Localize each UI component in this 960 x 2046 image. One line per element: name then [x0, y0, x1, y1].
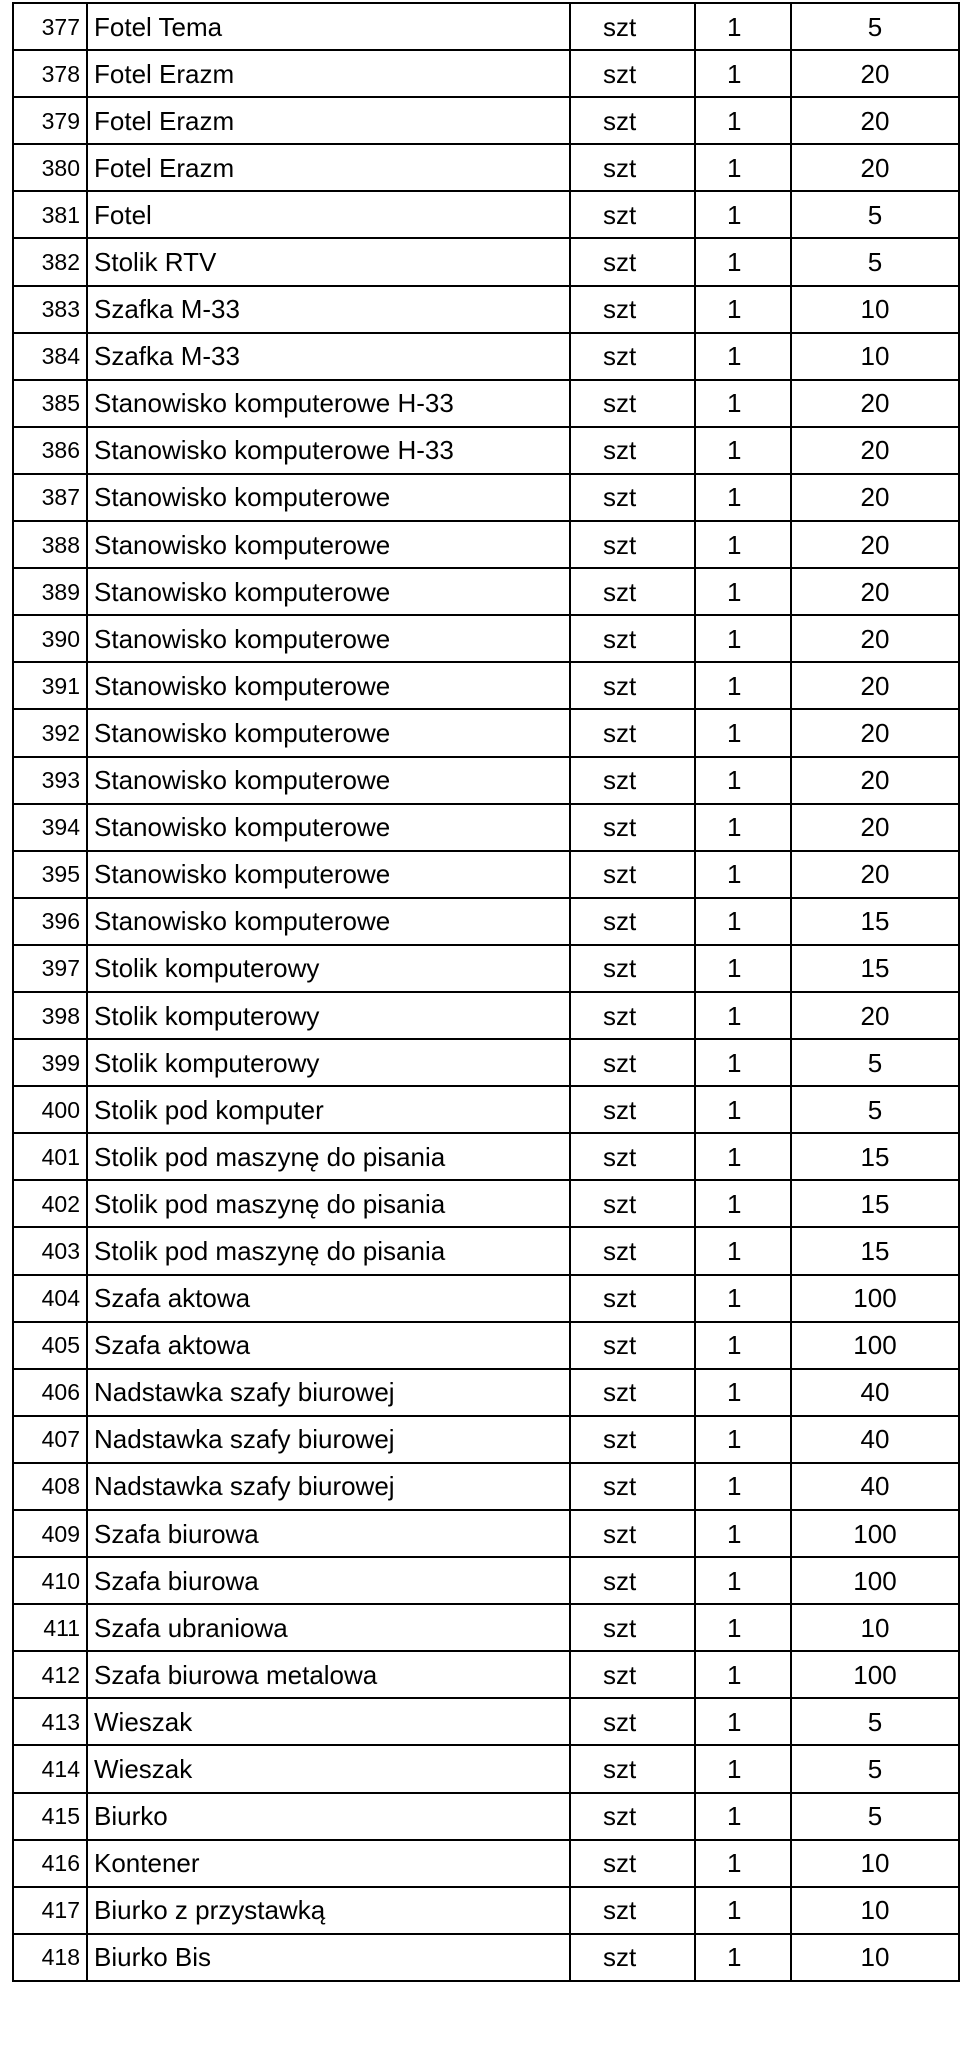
item-name-cell: Fotel Erazm [87, 50, 570, 97]
value-cell: 20 [791, 662, 959, 709]
unit-cell: szt [570, 1557, 695, 1604]
table-row [13, 1793, 959, 1840]
table-row [13, 1275, 959, 1322]
quantity-cell: 1 [695, 1275, 791, 1322]
item-name-cell: Stanowisko komputerowe H-33 [87, 427, 570, 474]
quantity-cell: 1 [695, 898, 791, 945]
unit-cell: szt [570, 1086, 695, 1133]
quantity-cell: 1 [695, 992, 791, 1039]
value-cell: 5 [791, 1039, 959, 1086]
unit-cell: szt [570, 898, 695, 945]
row-number-cell: 381 [13, 191, 87, 238]
row-number-cell: 378 [13, 50, 87, 97]
item-name-cell: Stanowisko komputerowe [87, 709, 570, 756]
item-name-cell: Stanowisko komputerowe [87, 568, 570, 615]
row-number-cell: 418 [13, 1934, 87, 1981]
value-cell: 5 [791, 1745, 959, 1792]
unit-cell: szt [570, 1840, 695, 1887]
item-name-cell: Szafka M-33 [87, 286, 570, 333]
unit-cell: szt [570, 1651, 695, 1698]
quantity-cell: 1 [695, 380, 791, 427]
item-name-cell: Stanowisko komputerowe [87, 898, 570, 945]
unit-cell: szt [570, 1745, 695, 1792]
item-name-cell: Stanowisko komputerowe [87, 615, 570, 662]
unit-cell: szt [570, 615, 695, 662]
item-name-cell: Fotel [87, 191, 570, 238]
value-cell: 20 [791, 144, 959, 191]
table-row [13, 50, 959, 97]
inventory-table [12, 2, 960, 1982]
value-cell: 10 [791, 1604, 959, 1651]
value-cell: 15 [791, 898, 959, 945]
item-name-cell: Nadstawka szafy biurowej [87, 1416, 570, 1463]
unit-cell: szt [570, 1463, 695, 1510]
unit-cell: szt [570, 1416, 695, 1463]
quantity-cell: 1 [695, 804, 791, 851]
value-cell: 100 [791, 1275, 959, 1322]
quantity-cell: 1 [695, 1793, 791, 1840]
quantity-cell: 1 [695, 1510, 791, 1557]
value-cell: 5 [791, 1793, 959, 1840]
value-cell: 40 [791, 1369, 959, 1416]
item-name-cell: Stolik komputerowy [87, 1039, 570, 1086]
table-row [13, 427, 959, 474]
item-name-cell: Fotel Erazm [87, 144, 570, 191]
table-row [13, 1745, 959, 1792]
quantity-cell: 1 [695, 1651, 791, 1698]
quantity-cell: 1 [695, 1322, 791, 1369]
row-number-cell: 407 [13, 1416, 87, 1463]
row-number-cell: 394 [13, 804, 87, 851]
unit-cell: szt [570, 50, 695, 97]
value-cell: 100 [791, 1510, 959, 1557]
row-number-cell: 396 [13, 898, 87, 945]
row-number-cell: 393 [13, 757, 87, 804]
inventory-table-body [13, 3, 959, 1981]
value-cell: 20 [791, 615, 959, 662]
row-number-cell: 417 [13, 1887, 87, 1934]
unit-cell: szt [570, 286, 695, 333]
value-cell: 15 [791, 1133, 959, 1180]
item-name-cell: Wieszak [87, 1698, 570, 1745]
unit-cell: szt [570, 992, 695, 1039]
value-cell: 10 [791, 333, 959, 380]
table-row [13, 615, 959, 662]
row-number-cell: 391 [13, 662, 87, 709]
item-name-cell: Stolik komputerowy [87, 992, 570, 1039]
quantity-cell: 1 [695, 1698, 791, 1745]
row-number-cell: 390 [13, 615, 87, 662]
table-row [13, 945, 959, 992]
quantity-cell: 1 [695, 1463, 791, 1510]
unit-cell: szt [570, 1322, 695, 1369]
quantity-cell: 1 [695, 1604, 791, 1651]
table-row [13, 1180, 959, 1227]
unit-cell: szt [570, 97, 695, 144]
item-name-cell: Stanowisko komputerowe [87, 474, 570, 521]
quantity-cell: 1 [695, 1369, 791, 1416]
unit-cell: szt [570, 1133, 695, 1180]
row-number-cell: 395 [13, 851, 87, 898]
table-row [13, 1369, 959, 1416]
row-number-cell: 389 [13, 568, 87, 615]
table-row [13, 1133, 959, 1180]
table-row [13, 992, 959, 1039]
value-cell: 20 [791, 804, 959, 851]
table-row [13, 1227, 959, 1274]
row-number-cell: 398 [13, 992, 87, 1039]
table-row [13, 380, 959, 427]
item-name-cell: Stanowisko komputerowe [87, 521, 570, 568]
quantity-cell: 1 [695, 1039, 791, 1086]
table-row [13, 1086, 959, 1133]
quantity-cell: 1 [695, 662, 791, 709]
quantity-cell: 1 [695, 427, 791, 474]
table-row [13, 238, 959, 285]
row-number-cell: 386 [13, 427, 87, 474]
value-cell: 20 [791, 757, 959, 804]
quantity-cell: 1 [695, 1840, 791, 1887]
quantity-cell: 1 [695, 615, 791, 662]
unit-cell: szt [570, 3, 695, 50]
table-row [13, 851, 959, 898]
item-name-cell: Szafa ubraniowa [87, 1604, 570, 1651]
value-cell: 20 [791, 709, 959, 756]
quantity-cell: 1 [695, 3, 791, 50]
value-cell: 5 [791, 238, 959, 285]
unit-cell: szt [570, 1227, 695, 1274]
table-row [13, 191, 959, 238]
unit-cell: szt [570, 191, 695, 238]
item-name-cell: Stolik pod komputer [87, 1086, 570, 1133]
value-cell: 20 [791, 992, 959, 1039]
quantity-cell: 1 [695, 851, 791, 898]
row-number-cell: 415 [13, 1793, 87, 1840]
unit-cell: szt [570, 1510, 695, 1557]
quantity-cell: 1 [695, 568, 791, 615]
row-number-cell: 400 [13, 1086, 87, 1133]
item-name-cell: Szafa aktowa [87, 1322, 570, 1369]
row-number-cell: 410 [13, 1557, 87, 1604]
row-number-cell: 413 [13, 1698, 87, 1745]
quantity-cell: 1 [695, 1934, 791, 1981]
table-row [13, 1039, 959, 1086]
value-cell: 20 [791, 568, 959, 615]
unit-cell: szt [570, 568, 695, 615]
value-cell: 20 [791, 851, 959, 898]
unit-cell: szt [570, 1604, 695, 1651]
quantity-cell: 1 [695, 286, 791, 333]
quantity-cell: 1 [695, 333, 791, 380]
row-number-cell: 384 [13, 333, 87, 380]
item-name-cell: Stolik pod maszynę do pisania [87, 1180, 570, 1227]
unit-cell: szt [570, 1369, 695, 1416]
table-row [13, 521, 959, 568]
item-name-cell: Nadstawka szafy biurowej [87, 1369, 570, 1416]
item-name-cell: Fotel Erazm [87, 97, 570, 144]
value-cell: 10 [791, 1840, 959, 1887]
unit-cell: szt [570, 144, 695, 191]
table-row [13, 1510, 959, 1557]
item-name-cell: Stanowisko komputerowe [87, 851, 570, 898]
row-number-cell: 408 [13, 1463, 87, 1510]
quantity-cell: 1 [695, 1086, 791, 1133]
value-cell: 40 [791, 1416, 959, 1463]
unit-cell: szt [570, 1698, 695, 1745]
row-number-cell: 388 [13, 521, 87, 568]
table-row [13, 474, 959, 521]
table-row [13, 3, 959, 50]
row-number-cell: 382 [13, 238, 87, 285]
table-row [13, 1698, 959, 1745]
table-row [13, 97, 959, 144]
unit-cell: szt [570, 1180, 695, 1227]
item-name-cell: Szafka M-33 [87, 333, 570, 380]
value-cell: 10 [791, 286, 959, 333]
row-number-cell: 406 [13, 1369, 87, 1416]
value-cell: 15 [791, 1227, 959, 1274]
unit-cell: szt [570, 521, 695, 568]
quantity-cell: 1 [695, 757, 791, 804]
quantity-cell: 1 [695, 1227, 791, 1274]
unit-cell: szt [570, 1039, 695, 1086]
unit-cell: szt [570, 427, 695, 474]
item-name-cell: Stolik pod maszynę do pisania [87, 1227, 570, 1274]
item-name-cell: Stolik RTV [87, 238, 570, 285]
row-number-cell: 412 [13, 1651, 87, 1698]
table-row [13, 1416, 959, 1463]
quantity-cell: 1 [695, 144, 791, 191]
table-row [13, 709, 959, 756]
table-row [13, 1322, 959, 1369]
value-cell: 5 [791, 1698, 959, 1745]
item-name-cell: Biurko Bis [87, 1934, 570, 1981]
quantity-cell: 1 [695, 709, 791, 756]
quantity-cell: 1 [695, 1557, 791, 1604]
row-number-cell: 377 [13, 3, 87, 50]
table-row [13, 662, 959, 709]
unit-cell: szt [570, 380, 695, 427]
table-row [13, 1934, 959, 1981]
row-number-cell: 416 [13, 1840, 87, 1887]
item-name-cell: Stolik pod maszynę do pisania [87, 1133, 570, 1180]
unit-cell: szt [570, 851, 695, 898]
quantity-cell: 1 [695, 238, 791, 285]
unit-cell: szt [570, 804, 695, 851]
value-cell: 100 [791, 1557, 959, 1604]
table-row [13, 1651, 959, 1698]
quantity-cell: 1 [695, 50, 791, 97]
unit-cell: szt [570, 238, 695, 285]
row-number-cell: 379 [13, 97, 87, 144]
item-name-cell: Stolik komputerowy [87, 945, 570, 992]
table-row [13, 1604, 959, 1651]
quantity-cell: 1 [695, 1887, 791, 1934]
unit-cell: szt [570, 1934, 695, 1981]
item-name-cell: Stanowisko komputerowe H-33 [87, 380, 570, 427]
row-number-cell: 411 [13, 1604, 87, 1651]
unit-cell: szt [570, 1275, 695, 1322]
row-number-cell: 387 [13, 474, 87, 521]
row-number-cell: 402 [13, 1180, 87, 1227]
unit-cell: szt [570, 1793, 695, 1840]
row-number-cell: 409 [13, 1510, 87, 1557]
unit-cell: szt [570, 1887, 695, 1934]
item-name-cell: Szafa biurowa metalowa [87, 1651, 570, 1698]
row-number-cell: 397 [13, 945, 87, 992]
item-name-cell: Szafa biurowa [87, 1557, 570, 1604]
quantity-cell: 1 [695, 1745, 791, 1792]
row-number-cell: 404 [13, 1275, 87, 1322]
value-cell: 100 [791, 1322, 959, 1369]
value-cell: 20 [791, 50, 959, 97]
item-name-cell: Stanowisko komputerowe [87, 662, 570, 709]
unit-cell: szt [570, 474, 695, 521]
quantity-cell: 1 [695, 1180, 791, 1227]
item-name-cell: Stanowisko komputerowe [87, 757, 570, 804]
value-cell: 5 [791, 191, 959, 238]
item-name-cell: Stanowisko komputerowe [87, 804, 570, 851]
value-cell: 20 [791, 97, 959, 144]
table-row [13, 804, 959, 851]
row-number-cell: 401 [13, 1133, 87, 1180]
value-cell: 5 [791, 1086, 959, 1133]
table-row [13, 1887, 959, 1934]
quantity-cell: 1 [695, 945, 791, 992]
value-cell: 10 [791, 1934, 959, 1981]
quantity-cell: 1 [695, 97, 791, 144]
item-name-cell: Fotel Tema [87, 3, 570, 50]
item-name-cell: Szafa biurowa [87, 1510, 570, 1557]
item-name-cell: Biurko z przystawką [87, 1887, 570, 1934]
unit-cell: szt [570, 662, 695, 709]
row-number-cell: 399 [13, 1039, 87, 1086]
quantity-cell: 1 [695, 1416, 791, 1463]
unit-cell: szt [570, 945, 695, 992]
unit-cell: szt [570, 709, 695, 756]
item-name-cell: Nadstawka szafy biurowej [87, 1463, 570, 1510]
value-cell: 100 [791, 1651, 959, 1698]
quantity-cell: 1 [695, 474, 791, 521]
item-name-cell: Szafa aktowa [87, 1275, 570, 1322]
row-number-cell: 405 [13, 1322, 87, 1369]
table-row [13, 1840, 959, 1887]
table-row [13, 1463, 959, 1510]
value-cell: 20 [791, 380, 959, 427]
table-row [13, 898, 959, 945]
table-row [13, 286, 959, 333]
row-number-cell: 380 [13, 144, 87, 191]
value-cell: 5 [791, 3, 959, 50]
table-row [13, 144, 959, 191]
table-row [13, 568, 959, 615]
table-row [13, 1557, 959, 1604]
item-name-cell: Wieszak [87, 1745, 570, 1792]
row-number-cell: 392 [13, 709, 87, 756]
quantity-cell: 1 [695, 1133, 791, 1180]
value-cell: 20 [791, 427, 959, 474]
quantity-cell: 1 [695, 521, 791, 568]
table-row [13, 757, 959, 804]
unit-cell: szt [570, 333, 695, 380]
value-cell: 40 [791, 1463, 959, 1510]
value-cell: 15 [791, 1180, 959, 1227]
value-cell: 20 [791, 521, 959, 568]
quantity-cell: 1 [695, 191, 791, 238]
table-row [13, 333, 959, 380]
row-number-cell: 403 [13, 1227, 87, 1274]
row-number-cell: 385 [13, 380, 87, 427]
item-name-cell: Kontener [87, 1840, 570, 1887]
row-number-cell: 383 [13, 286, 87, 333]
row-number-cell: 414 [13, 1745, 87, 1792]
value-cell: 20 [791, 474, 959, 521]
value-cell: 15 [791, 945, 959, 992]
item-name-cell: Biurko [87, 1793, 570, 1840]
unit-cell: szt [570, 757, 695, 804]
value-cell: 10 [791, 1887, 959, 1934]
